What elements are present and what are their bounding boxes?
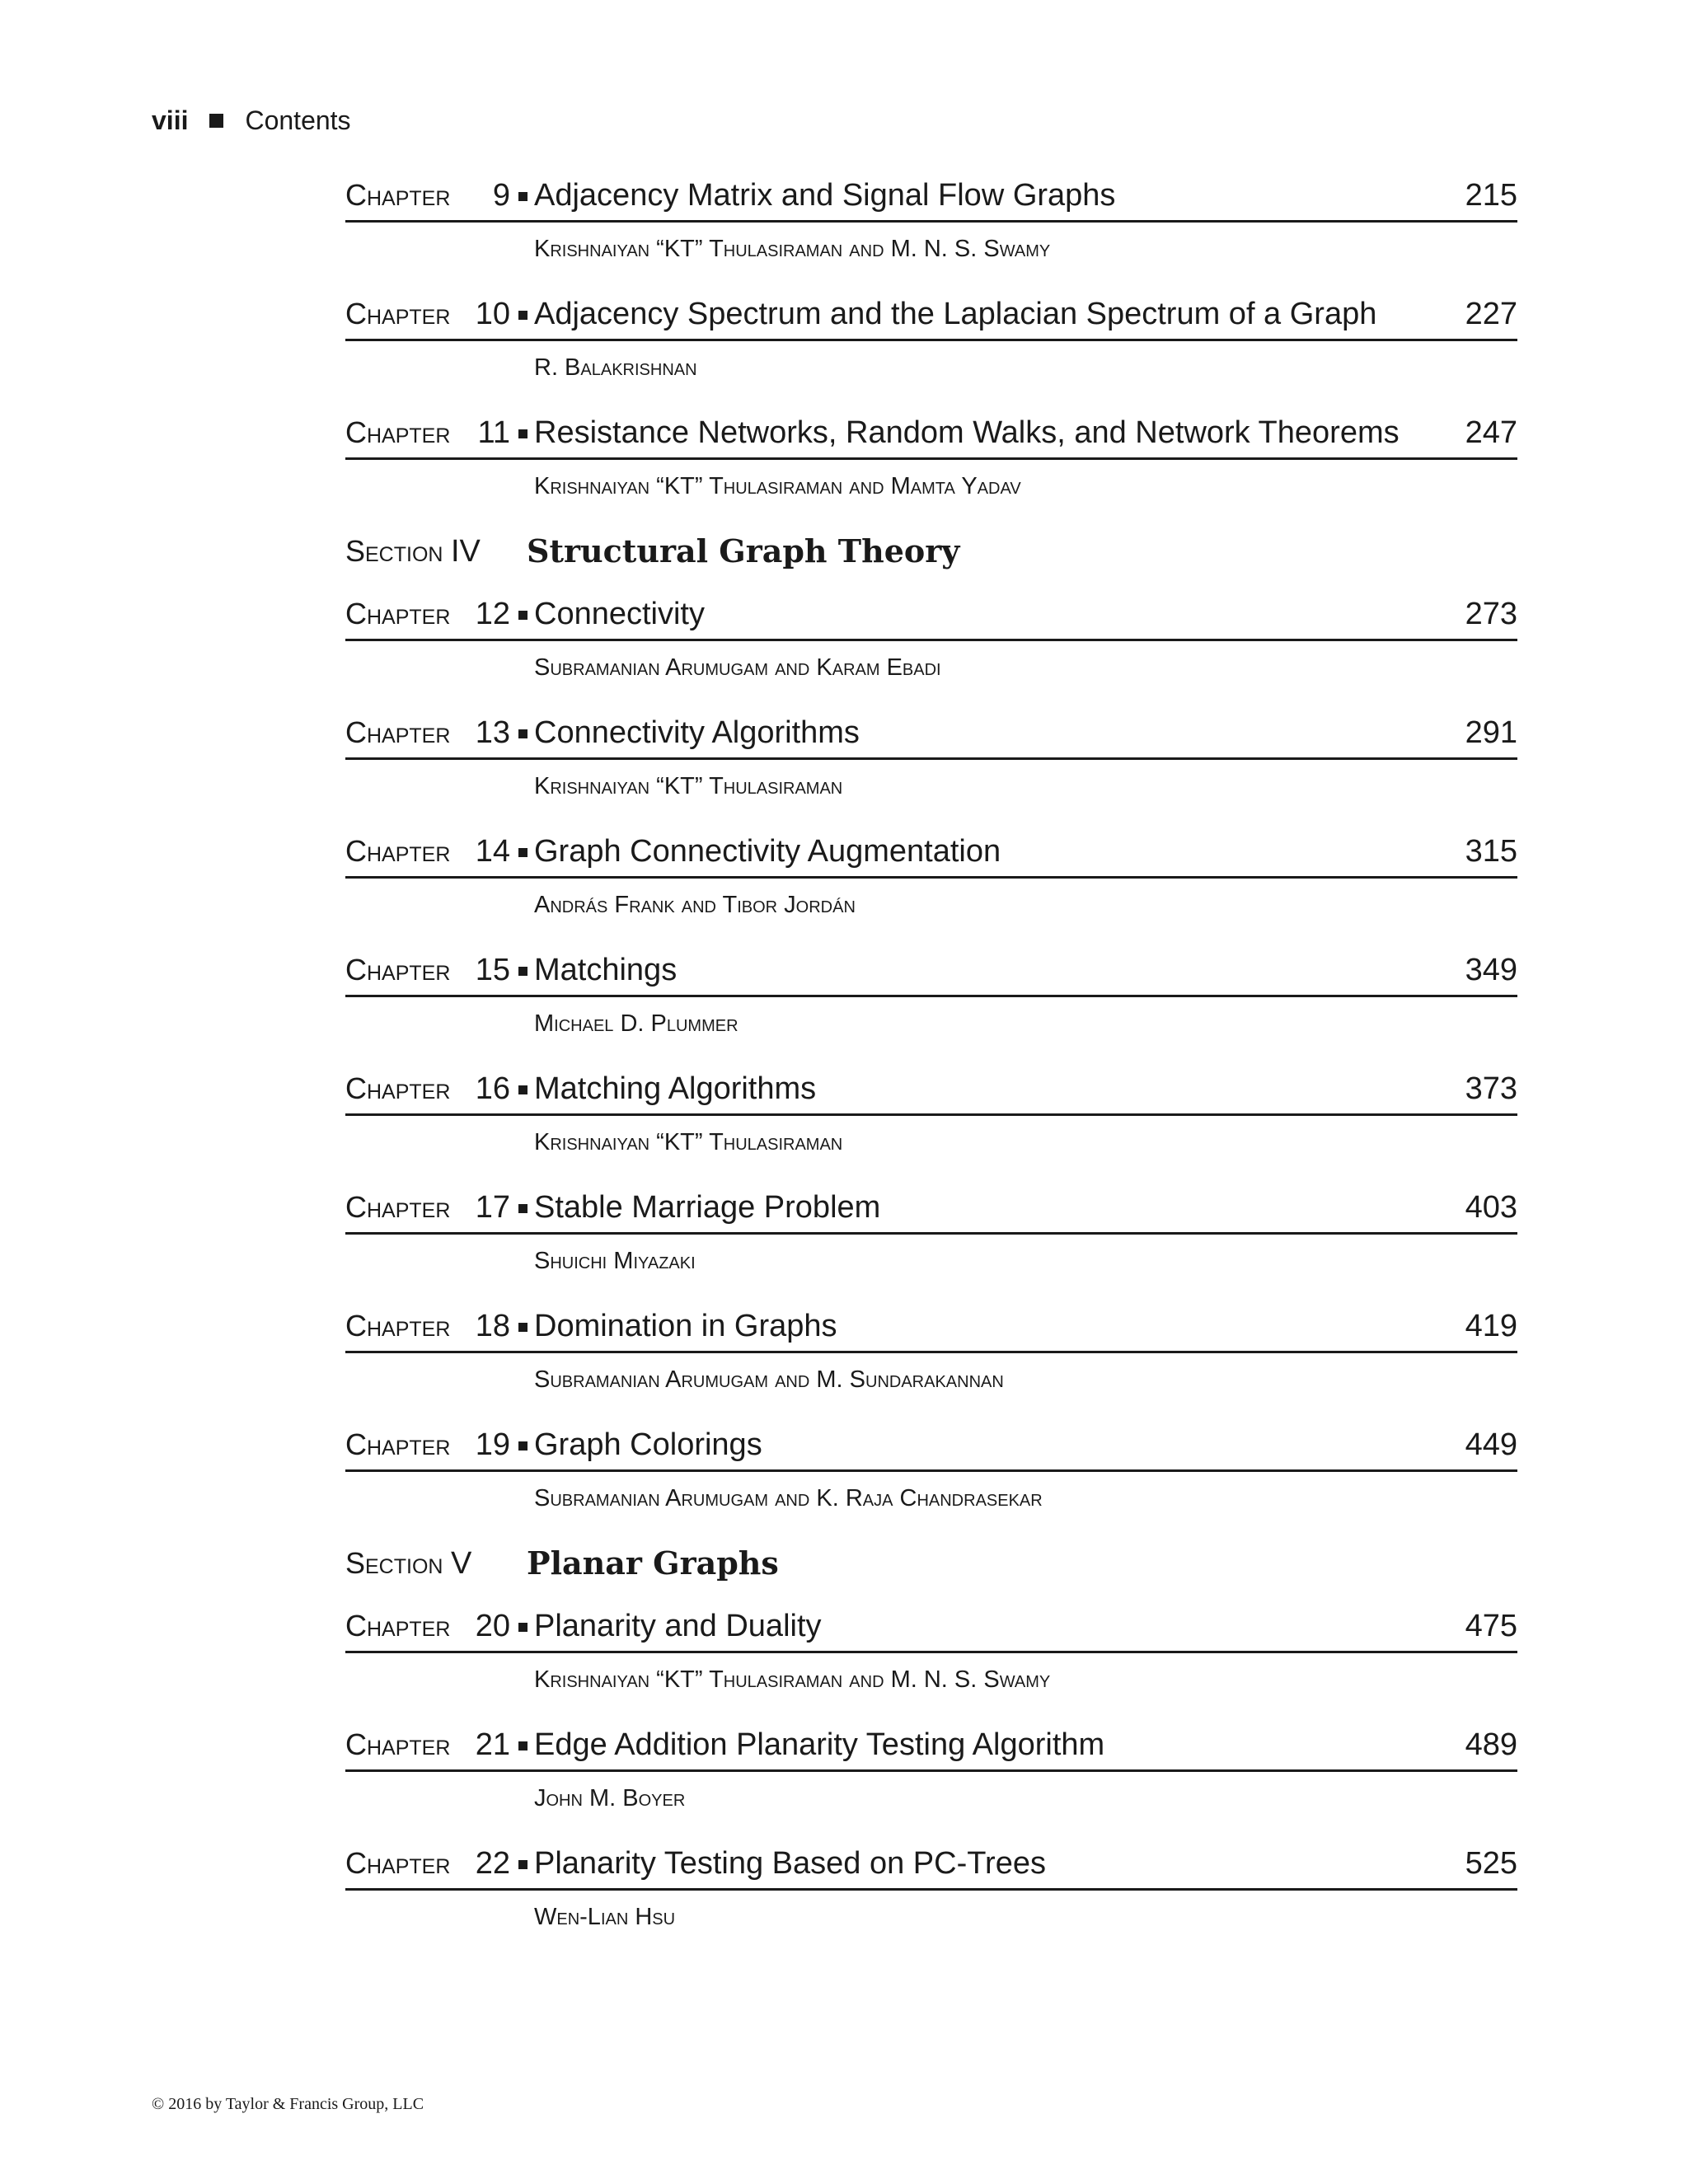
- chapter-authors: Krishnaiyan “KT” Thulasiraman: [534, 1129, 843, 1155]
- section-heading: [345, 1543, 1517, 1584]
- chapter-row[interactable]: [345, 1843, 1517, 1891]
- chapter-label: Chapter: [345, 1727, 451, 1761]
- chapter-row[interactable]: [345, 1187, 1517, 1235]
- chapter-label: Chapter: [345, 834, 451, 868]
- chapter-number: 18: [475, 1309, 510, 1343]
- square-bullet-icon: [518, 611, 528, 620]
- chapter-page-number[interactable]: 525: [1465, 1846, 1517, 1881]
- section-title: Structural Graph Theory: [527, 532, 960, 569]
- chapter-number: 19: [475, 1427, 510, 1462]
- chapter-authors: Subramanian Arumugam and Karam Ebadi: [534, 654, 941, 681]
- section-label: Section: [345, 1546, 443, 1580]
- chapter-row[interactable]: [345, 1724, 1517, 1772]
- chapter-authors: Shuichi Miyazaki: [534, 1248, 696, 1274]
- chapter-page-number[interactable]: 403: [1465, 1190, 1517, 1225]
- chapter-label: Chapter: [345, 953, 451, 987]
- toc-chapter-entry[interactable]: [345, 293, 1517, 384]
- chapter-number: 15: [475, 953, 510, 987]
- chapter-title[interactable]: Edge Addition Planarity Testing Algorithm: [534, 1727, 1105, 1762]
- chapter-row[interactable]: [345, 412, 1517, 460]
- chapter-row[interactable]: [345, 1068, 1517, 1116]
- toc-chapter-entry[interactable]: [345, 949, 1517, 1040]
- chapter-page-number[interactable]: 419: [1465, 1309, 1517, 1343]
- square-bullet-icon: [518, 848, 528, 857]
- chapter-row[interactable]: [345, 1305, 1517, 1353]
- square-bullet-icon: [518, 1204, 528, 1213]
- chapter-row[interactable]: [345, 1424, 1517, 1472]
- chapter-page-number[interactable]: 315: [1465, 834, 1517, 869]
- chapter-row[interactable]: [345, 175, 1517, 223]
- chapter-page-number[interactable]: 489: [1465, 1727, 1517, 1762]
- toc-chapter-entry[interactable]: [345, 1724, 1517, 1815]
- chapter-title[interactable]: Matchings: [534, 953, 678, 987]
- square-bullet-icon: [518, 1741, 528, 1750]
- square-bullet-icon: [518, 967, 528, 976]
- chapter-title[interactable]: Adjacency Matrix and Signal Flow Graphs: [534, 178, 1116, 213]
- toc-chapter-entry[interactable]: [345, 412, 1517, 503]
- running-head: [152, 104, 351, 137]
- chapter-authors: Krishnaiyan “KT” Thulasiraman and M. N. S. Swamy: [534, 236, 1051, 262]
- toc-chapter-entry[interactable]: [345, 593, 1517, 684]
- square-bullet-icon: [518, 429, 528, 438]
- chapter-authors: John M. Boyer: [534, 1785, 686, 1811]
- toc-chapter-entry[interactable]: [345, 1187, 1517, 1277]
- square-bullet-icon: [518, 1323, 528, 1332]
- toc-chapter-entry[interactable]: [345, 1424, 1517, 1515]
- chapter-label: Chapter: [345, 1609, 451, 1643]
- toc-chapter-entry[interactable]: [345, 1605, 1517, 1696]
- chapter-page-number[interactable]: 449: [1465, 1427, 1517, 1462]
- chapter-authors: Wen-Lian Hsu: [534, 1904, 676, 1930]
- chapter-label: Chapter: [345, 597, 451, 630]
- chapter-label: Chapter: [345, 1846, 451, 1880]
- chapter-number: 11: [477, 415, 510, 450]
- square-bullet-icon: [518, 729, 528, 738]
- chapter-page-number[interactable]: 273: [1465, 597, 1517, 631]
- square-bullet-icon: [518, 1441, 528, 1451]
- chapter-title[interactable]: Planarity Testing Based on PC-Trees: [534, 1846, 1046, 1881]
- chapter-title[interactable]: Stable Marriage Problem: [534, 1190, 881, 1225]
- chapter-title[interactable]: Graph Connectivity Augmentation: [534, 834, 1001, 869]
- chapter-page-number[interactable]: 215: [1465, 178, 1517, 213]
- chapter-authors: Krishnaiyan “KT” Thulasiraman: [534, 773, 843, 799]
- chapter-page-number[interactable]: 373: [1465, 1071, 1517, 1106]
- chapter-number: 21: [475, 1727, 510, 1762]
- section-title: Planar Graphs: [527, 1544, 779, 1582]
- toc-chapter-entry[interactable]: [345, 1305, 1517, 1396]
- square-bullet-icon: [209, 114, 223, 128]
- chapter-label: Chapter: [345, 178, 451, 212]
- chapter-authors: Krishnaiyan “KT” Thulasiraman and M. N. S. Swamy: [534, 1666, 1051, 1693]
- chapter-authors: R. Balakrishnan: [534, 354, 697, 381]
- chapter-label: Chapter: [345, 297, 451, 330]
- chapter-authors: Subramanian Arumugam and K. Raja Chandrasekar: [534, 1485, 1043, 1511]
- chapter-page-number[interactable]: 475: [1465, 1609, 1517, 1643]
- chapter-title[interactable]: Connectivity: [534, 597, 705, 631]
- square-bullet-icon: [518, 1860, 528, 1869]
- square-bullet-icon: [518, 192, 528, 201]
- section-number: V: [451, 1546, 472, 1581]
- chapter-number: 9: [492, 178, 510, 213]
- chapter-label: Chapter: [345, 1190, 451, 1224]
- section-heading: [345, 531, 1517, 572]
- chapter-row[interactable]: [345, 831, 1517, 879]
- chapter-label: Chapter: [345, 1309, 451, 1343]
- chapter-number: 13: [475, 715, 510, 750]
- toc-chapter-entry[interactable]: [345, 712, 1517, 803]
- chapter-authors: Michael D. Plummer: [534, 1010, 738, 1037]
- chapter-title[interactable]: Adjacency Spectrum and the Laplacian Spectrum of a Graph: [534, 297, 1377, 331]
- chapter-number: 17: [475, 1190, 510, 1225]
- section-label: Section: [345, 534, 443, 568]
- square-bullet-icon: [518, 1623, 528, 1632]
- chapter-label: Chapter: [345, 715, 451, 749]
- chapter-row[interactable]: [345, 593, 1517, 641]
- square-bullet-icon: [518, 1085, 528, 1094]
- chapter-label: Chapter: [345, 415, 451, 449]
- chapter-page-number[interactable]: 227: [1465, 297, 1517, 331]
- chapter-number: 12: [475, 597, 510, 631]
- chapter-number: 10: [475, 297, 510, 331]
- chapter-authors: András Frank and Tibor Jordán: [534, 892, 856, 918]
- chapter-title[interactable]: Graph Colorings: [534, 1427, 762, 1462]
- chapter-row[interactable]: [345, 712, 1517, 760]
- chapter-row[interactable]: [345, 1605, 1517, 1653]
- chapter-number: 14: [475, 834, 510, 869]
- running-head-title: Contents: [245, 105, 351, 135]
- chapter-title[interactable]: Matching Algorithms: [534, 1071, 817, 1106]
- chapter-title[interactable]: Resistance Networks, Random Walks, and Network Theorems: [534, 415, 1400, 450]
- chapter-number: 16: [475, 1071, 510, 1106]
- chapter-title[interactable]: Connectivity Algorithms: [534, 715, 860, 750]
- chapter-row[interactable]: [345, 949, 1517, 997]
- chapter-title[interactable]: Planarity and Duality: [534, 1609, 822, 1643]
- chapter-number: 22: [475, 1846, 510, 1881]
- chapter-row[interactable]: [345, 293, 1517, 341]
- chapter-label: Chapter: [345, 1427, 451, 1461]
- copyright-footer: © 2016 by Taylor & Francis Group, LLC: [152, 2095, 424, 2113]
- chapter-label: Chapter: [345, 1071, 451, 1105]
- toc-chapter-entry[interactable]: [345, 1843, 1517, 1933]
- chapter-page-number[interactable]: 291: [1465, 715, 1517, 750]
- toc-chapter-entry[interactable]: [345, 831, 1517, 921]
- toc-chapter-entry[interactable]: [345, 1068, 1517, 1159]
- toc-chapter-entry[interactable]: [345, 175, 1517, 265]
- chapter-page-number[interactable]: 247: [1465, 415, 1517, 450]
- section-number: IV: [451, 534, 481, 569]
- chapter-title[interactable]: Domination in Graphs: [534, 1309, 837, 1343]
- page-number: viii: [152, 105, 189, 135]
- chapter-page-number[interactable]: 349: [1465, 953, 1517, 987]
- table-of-contents: [345, 175, 1517, 1961]
- chapter-number: 20: [475, 1609, 510, 1643]
- chapter-authors: Subramanian Arumugam and M. Sundarakannan: [534, 1366, 1004, 1393]
- chapter-authors: Krishnaiyan “KT” Thulasiraman and Mamta Yadav: [534, 473, 1021, 499]
- square-bullet-icon: [518, 311, 528, 320]
